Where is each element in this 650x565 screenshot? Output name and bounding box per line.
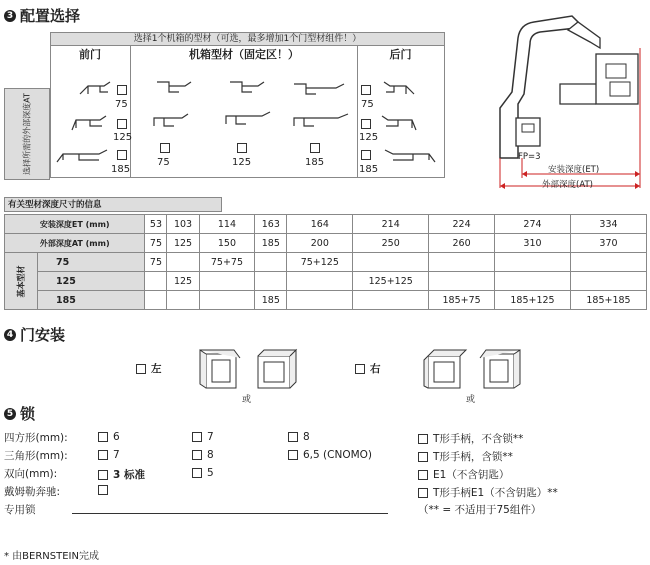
table-cell: 214 xyxy=(353,215,429,234)
table-cell: 125 xyxy=(167,272,199,291)
lock-checkbox[interactable] xyxy=(288,450,298,460)
table-cell: 185+185 xyxy=(570,291,646,310)
divider xyxy=(357,45,358,178)
table-cell: 75 xyxy=(145,253,167,272)
section3-number: 3 xyxy=(4,10,16,22)
lock-checkbox[interactable] xyxy=(418,470,428,480)
table-cell: 370 xyxy=(570,234,646,253)
table-cell: 53 xyxy=(145,215,167,234)
lock-option-label: E1（不含钥匙） xyxy=(433,469,510,481)
table-cell: 185 xyxy=(255,291,287,310)
door-right-label: 右 xyxy=(370,363,381,375)
table-cell: 75+125 xyxy=(287,253,353,272)
door-left-checkbox[interactable] xyxy=(136,364,146,374)
lock-option[interactable] xyxy=(418,485,558,500)
lock-checkbox[interactable] xyxy=(98,470,108,480)
section3-title xyxy=(4,5,80,26)
table-cell: 75+75 xyxy=(199,253,255,272)
door-right-hinge-drawing xyxy=(422,346,522,392)
cabinet-125-checkbox[interactable] xyxy=(237,143,247,153)
profile-drawing xyxy=(228,78,268,96)
front-185-checkbox[interactable] xyxy=(117,150,127,160)
lock-row-label: 戴姆勒奔驰: xyxy=(4,486,61,498)
section4-title-text: 门安装 xyxy=(20,326,66,344)
section3-title-text: 配置选择 xyxy=(20,7,81,25)
divider xyxy=(130,45,131,178)
table-cell xyxy=(199,272,255,291)
profile-drawing xyxy=(152,112,192,130)
lock-option-label: 6,5 (CNOMO) xyxy=(303,449,373,461)
special-lock-input-line[interactable] xyxy=(72,513,388,514)
profile-drawing xyxy=(55,148,110,166)
table-cell: 103 xyxy=(167,215,199,234)
door-left-hinge-drawing xyxy=(198,346,298,392)
table-cell xyxy=(353,253,429,272)
front-185-label: 185 xyxy=(111,164,131,175)
table-cell: 125 xyxy=(167,234,199,253)
cabinet-185-checkbox[interactable] xyxy=(310,143,320,153)
lock-option-label: 7 xyxy=(113,449,120,461)
door-left-option[interactable] xyxy=(136,361,162,376)
row-at-label: 外部深度AT (mm) xyxy=(5,234,145,253)
row-et-label: 安装深度ET (mm) xyxy=(5,215,145,234)
profile-drawing xyxy=(378,114,418,132)
cabinet-75-checkbox[interactable] xyxy=(160,143,170,153)
lock-checkbox[interactable] xyxy=(192,468,202,478)
rear-75-checkbox[interactable] xyxy=(361,85,371,95)
rear-185-checkbox[interactable] xyxy=(361,150,371,160)
table-cell: 260 xyxy=(429,234,495,253)
profile-drawing xyxy=(78,80,118,98)
section5-number: 5 xyxy=(4,408,16,420)
table-cell: 164 xyxy=(287,215,353,234)
table-cell: 185+75 xyxy=(429,291,495,310)
lock-option-label: T形手柄E1（不含钥匙）** xyxy=(433,487,558,499)
table-cell: 224 xyxy=(429,215,495,234)
col-cabinet-header: 机箱型材（固定区！） xyxy=(189,48,299,61)
table-cell xyxy=(353,291,429,310)
table-cell xyxy=(145,291,167,310)
cabinet-75-label: 75 xyxy=(157,157,170,168)
lock-option[interactable] xyxy=(418,449,513,464)
table-cell: 75 xyxy=(145,234,167,253)
profile-drawing xyxy=(224,110,272,128)
lock-row-label: 双向(mm): xyxy=(4,468,58,480)
rear-75-label: 75 xyxy=(361,99,374,110)
lock-option[interactable] xyxy=(418,467,509,482)
table-cell: 185 xyxy=(255,234,287,253)
lock-option[interactable] xyxy=(98,467,145,482)
diagram-fp-label: FP=3 xyxy=(518,152,541,162)
row-label: 125 xyxy=(38,272,145,291)
table-cell xyxy=(145,272,167,291)
profile-drawing xyxy=(376,80,416,98)
base-profile-label: 基本型材 xyxy=(16,265,26,297)
side-label-box xyxy=(4,88,50,180)
table-cell: 150 xyxy=(199,234,255,253)
table-cell xyxy=(199,291,255,310)
table-cell: 114 xyxy=(199,215,255,234)
lock-checkbox[interactable] xyxy=(418,434,428,444)
section5-title-text: 锁 xyxy=(20,405,36,423)
special-lock-label: 专用锁 xyxy=(4,504,36,516)
row-label: 185 xyxy=(38,291,145,310)
front-125-label: 125 xyxy=(113,132,133,143)
lock-checkbox[interactable] xyxy=(418,488,428,498)
lock-option[interactable] xyxy=(98,449,120,461)
front-125-checkbox[interactable] xyxy=(117,119,127,129)
lock-option-label: T形手柄，含锁** xyxy=(433,451,513,463)
lock-option-label: 7 xyxy=(207,431,214,443)
footnote: * 由BERNSTEIN完成 xyxy=(4,551,99,562)
lock-option-label: 3 标准 xyxy=(113,469,145,481)
table-cell xyxy=(287,291,353,310)
table-cell: 163 xyxy=(255,215,287,234)
lock-option[interactable] xyxy=(192,431,214,443)
front-75-checkbox[interactable] xyxy=(117,85,127,95)
table-cell xyxy=(167,253,199,272)
lock-option[interactable] xyxy=(288,431,310,443)
lock-option-label: 6 xyxy=(113,431,120,443)
profile-drawing xyxy=(155,78,195,96)
rear-185-label: 185 xyxy=(359,164,379,175)
section4-number: 4 xyxy=(4,329,16,341)
section4-title xyxy=(4,324,65,345)
rear-125-checkbox[interactable] xyxy=(361,119,371,129)
profile-drawing xyxy=(70,114,110,132)
table-row xyxy=(5,253,647,272)
col-rear-header: 后门 xyxy=(389,48,412,61)
table-cell: 310 xyxy=(495,234,571,253)
table-cell: 250 xyxy=(353,234,429,253)
lock-option-label: 8 xyxy=(207,449,214,461)
lock-checkbox[interactable] xyxy=(418,452,428,462)
diagram-et-label: 安装深度(ET) xyxy=(548,165,600,175)
config-header-note: 选择1个机箱的型材（可选，最多增加1个门型材组件！） xyxy=(50,32,445,46)
table-title: 有关型材深度尺寸的信息 xyxy=(4,197,222,212)
lock-option[interactable] xyxy=(192,467,214,479)
profile-drawing xyxy=(382,148,437,166)
lock-checkbox[interactable] xyxy=(192,450,202,460)
table-cell xyxy=(167,291,199,310)
lock-option-label: T形手柄，不含锁** xyxy=(433,433,524,445)
table-cell xyxy=(570,253,646,272)
table-row xyxy=(5,291,647,310)
door-right-option[interactable] xyxy=(355,361,381,376)
lock-option[interactable] xyxy=(288,449,372,461)
col-front-header: 前门 xyxy=(79,48,101,61)
table-cell xyxy=(255,272,287,291)
table-row xyxy=(5,272,647,291)
table-cell xyxy=(255,253,287,272)
door-left-or: 或 xyxy=(242,395,252,405)
profile-drawing xyxy=(292,80,347,98)
front-75-label: 75 xyxy=(115,99,128,110)
table-cell: 200 xyxy=(287,234,353,253)
lock-option-label: 8 xyxy=(303,431,310,443)
table-cell: 185+125 xyxy=(495,291,571,310)
table-cell xyxy=(287,272,353,291)
table-cell xyxy=(495,272,571,291)
side-label: 选择所需的外部深度AT xyxy=(22,93,32,175)
base-profile-label-cell xyxy=(5,253,38,310)
diagram-at-label: 外部深度(AT) xyxy=(542,180,593,190)
row-label: 75 xyxy=(38,253,145,272)
lock-option[interactable] xyxy=(192,449,214,461)
table-cell xyxy=(429,253,495,272)
lock-checkbox[interactable] xyxy=(288,432,298,442)
table-row xyxy=(5,234,647,253)
lock-option[interactable] xyxy=(418,431,523,446)
lock-row-label: 三角形(mm): xyxy=(4,450,68,462)
lock-option[interactable] xyxy=(98,485,108,495)
lock-option[interactable] xyxy=(98,431,120,443)
table-cell xyxy=(495,253,571,272)
table-cell: 125+125 xyxy=(353,272,429,291)
lock-checkbox[interactable] xyxy=(98,485,108,495)
door-right-checkbox[interactable] xyxy=(355,364,365,374)
lock-note: （** = 不适用于75组件） xyxy=(418,504,542,516)
depth-table xyxy=(4,214,647,310)
door-right-or: 或 xyxy=(466,395,476,405)
table-cell: 334 xyxy=(570,215,646,234)
lock-checkbox[interactable] xyxy=(98,450,108,460)
lock-option-label: 5 xyxy=(207,467,214,479)
lock-row-label: 四方形(mm): xyxy=(4,432,68,444)
cabinet-185-label: 185 xyxy=(305,157,325,168)
table-cell xyxy=(570,272,646,291)
door-left-label: 左 xyxy=(151,363,162,375)
rear-125-label: 125 xyxy=(359,132,379,143)
profile-drawing xyxy=(292,112,350,130)
table-row xyxy=(5,215,647,234)
lock-checkbox[interactable] xyxy=(98,432,108,442)
lock-checkbox[interactable] xyxy=(192,432,202,442)
cabinet-125-label: 125 xyxy=(232,157,252,168)
section5-title xyxy=(4,403,35,424)
table-cell: 274 xyxy=(495,215,571,234)
table-cell xyxy=(429,272,495,291)
